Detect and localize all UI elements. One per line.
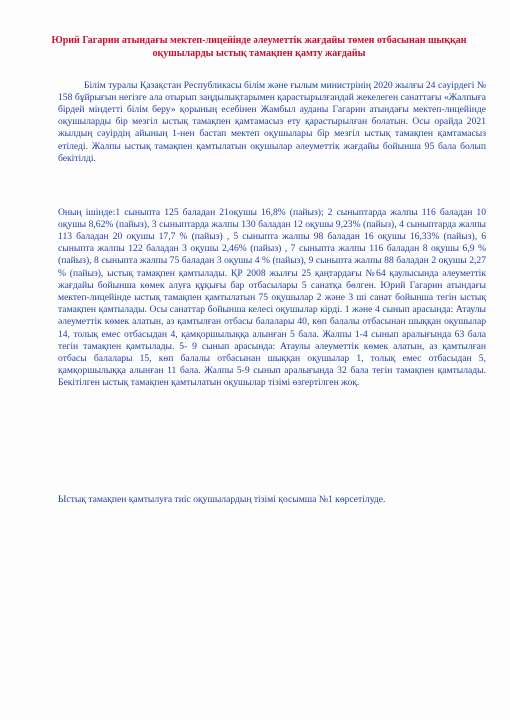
paragraph-intro: Білім туралы Қазақстан Республикасы білім және ғылым министрінің 2020 жылғы 24 сәуірдегі № 158 бұйрығын негізге ала отырып заңдылықтарымен қарастырылғандай жекелеген санаттағы «Жалпыға бірдей міндетті білім беру» қорының есебінен Жамбыл ауданы Гагарин атындағы мектеп-лицейінде оқушыларды бір мезгіл ыстық тамақпен қамтамасыз ету қарастырылған болатын. Осы орайда 2021 жылдың сәуірдің айының 1-нен бастап мектеп оқушылары бір мезгіл ыстық тамақпен қамтамасыз етіледі. Жалпы ыстық тамақпен қамтылатын оқушылар әлеуметтік жағдайы бойынша 95 бала болып бекітілді.: [58, 79, 486, 164]
paragraph-statistics: Оның ішінде:1 сыныпта 125 баладан 21оқушы 16,8% (пайыз); 2 сыныптарда жалпы 116 баладан 10 оқушы 8,62% (пайыз), 3 сыныптарда жалпы 130 баладан 12 оқушы 9,23% (пайыз), 4 сыныптарда жалпы 113 баладан 20 оқушы 17,7 % (пайыз) , 5 сыныпта жалпы 98 баладан 16 оқушы 16,33% (пайыз), 6 сыныпта жалпы 122 баладан 3 оқушы 2,46% (пайыз) , 7 сыныпта жалпы 116 баладан 8 оқушы 6,9 % (пайыз), 8 сыныпта жалпы 75 баладан 3 оқушы 4 % (пайыз), 9 сыныпта жалпы 88 баладан 2 оқушы 2,27 % (пайыз), ыстық тамақпен қамтылады. ҚР 2008 жылғы 25 қаңтардағы №64 қаулысында әлеуметтік жағдайы бойынша көмек алуға құқығы бар отбасылары 5 санатқа бөлген. Юрий Гагарин атындағы мектеп-лицейінде ыстық тамақпен қамтылатын 75 оқушылар 2 және 3 ші санат бойынша тегін ыстық тамақпен қамтылады. Осы санаттар бойынша келесі оқушылар кірді. 1 және 4 сынып арасында: Атаулы әлеуметтік көмек алатын, аз қамтылған отбасы балалары 40, көп балалы отбасынан шыққан оқушылар 14, толық емес отбасыдан 4, қамқоршылыққа алынған 5 бала. Жалпы 1-4 сынып аралығында 63 бала тегін тамақпен қамтылады. 5- 9 сынып арасында: Атаулы әлеуметтік көмек алатын, аз қамтылған отбасы балалары 15, көп балалы отбасынан шыққан оқушылар 1, толық емес отбасыдан 5, қамқоршылыққа алынған 11 бала. Жалпы 5-9 сынып аралығында 32 бала тегін тамақпен қамтылады. Бекітілген ыстық тамақпен қамтылатын оқушылар тізімі өзгертілген жоқ.: [58, 206, 486, 389]
document-title: Юрий Гагарин атындағы мектеп-лицейінде әлеуметтік жағдайы төмен отбасынан шыққан оқушыларды ыстық тамақпен қамту жағдайы: [51, 35, 467, 59]
paragraph-appendix-note: Ыстық тамақпен қамтылуға тиіс оқушылардың тізімі қосымша №1 көрсетілуде.: [58, 493, 386, 505]
